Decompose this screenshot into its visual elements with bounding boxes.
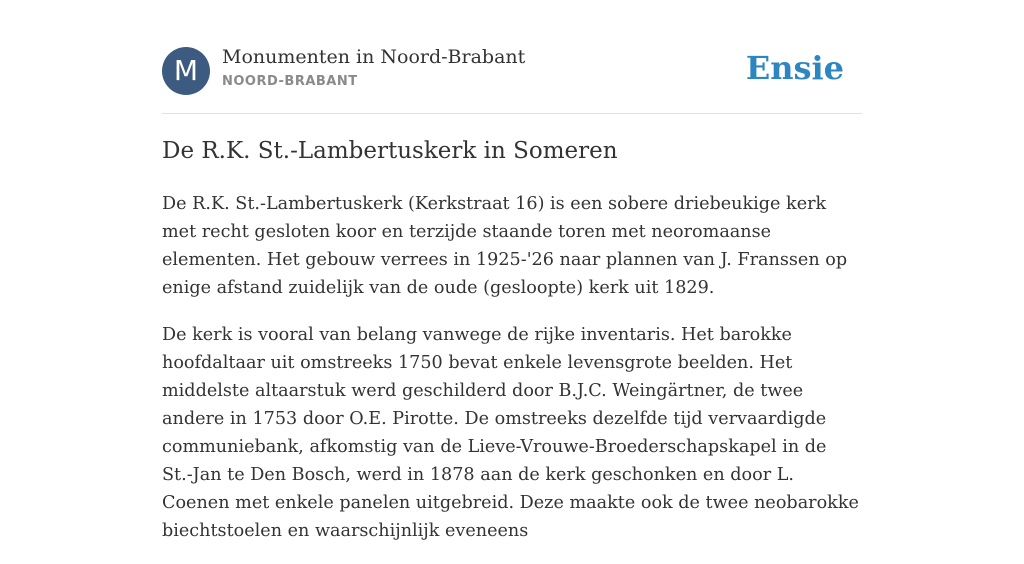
header-divider [162, 113, 862, 114]
source-subtitle[interactable]: NOORD-BRABANT [222, 74, 358, 89]
avatar[interactable]: M [162, 47, 210, 95]
source-title[interactable]: Monumenten in Noord-Brabant [222, 46, 526, 68]
article-title: De R.K. St.-Lambertuskerk in Someren [162, 138, 618, 164]
article-body [162, 190, 862, 564]
ensie-logo[interactable]: Ensie [745, 49, 844, 87]
article-paragraph: De kerk is vooral van belang vanwege de rijke inventaris. Het barokke hoofdaltaar uit omstreeks 1750 bevat enkele levensgrote beelden. Het middelste altaarstuk werd geschilderd door B.J.C. Weingärtner, de twee andere in 1753 door O.E. Pirotte. De omstreeks dezelfde tijd vervaardigde communiebank, afkomstig van de Lieve-Vrouwe-Broederschapskapel in de St.-Jan te Den Bosch, werd in 1878 aan de kerk geschonken en door L. Coenen met enkele panelen uitgebreid. Deze maakte ook de twee neobarokke biechtstoelen en waarschijnlijk eveneens [162, 325, 859, 541]
source-header [162, 46, 862, 96]
article-paragraph: De R.K. St.-Lambertuskerk (Kerkstraat 16) is een sobere driebeukige kerk met recht gesloten koor en terzijde staande toren met neoromaanse elementen. Het gebouw verrees in 1925-'26 naar plannen van J. Franssen op enige afstand zuidelijk van de oude (gesloopte) kerk uit 1829. [162, 194, 848, 298]
